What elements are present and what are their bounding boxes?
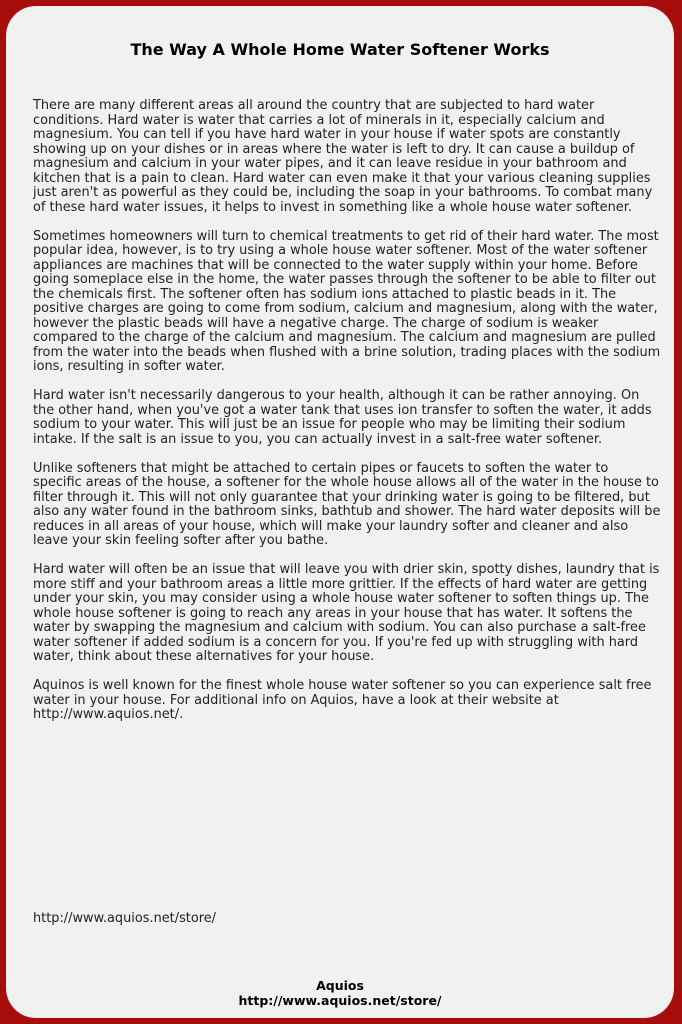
article-body (33, 99, 661, 737)
article-paragraph: Hard water will often be an issue that will leave you with drier skin, spotty dishes, laundry that is more stiff and your bathroom areas a little more grittier. If the effects of hard water are getting under your skin, you may consider using a whole house water softener to soften things up. The whole house softener is going to reach any areas in your house that has water. It softens the water by swapping the magnesium and calcium with sodium. You can also purchase a salt-free water softener if added sodium is a concern for you. If you're fed up with struggling with hard water, think about these alternatives for your house. (33, 562, 660, 664)
article-title: The Way A Whole Home Water Softener Works (130, 40, 550, 59)
article-paragraph: There are many different areas all around the country that are subjected to hard water conditions. Hard water is water that carries a lot of minerals in it, especially calcium and magnesium. You can tell if you have hard water in your house if water spots are constantly showing up on your dishes or in areas where the water is left to dry. It can cause a buildup of magnesium and calcium in your water pipes, and it can leave residue in your bathroom and kitchen that is a pain to clean. Hard water can even make it that your various cleaning supplies just aren't as powerful as they could be, including the soap in your bathrooms. To combat many of these hard water issues, it helps to invest in something like a whole house water softener. (33, 98, 653, 215)
article-paragraph: Aquinos is well known for the finest whole house water softener so you can experience salt free water in your house. For additional info on Aquios, have a look at their website at http://www.aquios.net/. (33, 678, 652, 722)
article-card (6, 6, 674, 1018)
footer (6, 978, 674, 1008)
article-paragraph: Hard water isn't necessarily dangerous to your health, although it can be rather annoying. On the other hand, when you've got a water tank that uses ion transfer to soften the water, it adds sodium to your water. This will just be an issue for people who may be limiting their sodium intake. If the salt is an issue to you, you can actually invest in a salt-free water softener. (33, 388, 652, 447)
footer-url[interactable]: http://www.aquios.net/store/ (238, 993, 442, 1008)
article-paragraph: Sometimes homeowners will turn to chemical treatments to get rid of their hard water. The most popular idea, however, is to try using a whole house water softener. Most of the water softener appliances are machines that will be connected to the water supply within your home. Before going someplace else in the home, the water passes through the softener to be able to filter out the chemicals first. The softener often has sodium ions attached to plastic beads in it. The positive charges are going to come from sodium, calcium and magnesium, along with the water, however the plastic beads will have a negative charge. The charge of sodium is weaker compared to the charge of the calcium and magnesium. The calcium and magnesium are pulled from the water into the beads when flushed with a brine solution, trading places with the sodium ions, resulting in softer water. (33, 228, 661, 374)
article-paragraph: Unlike softeners that might be attached to certain pipes or faucets to soften the water to specific areas of the house, a softener for the whole house allows all of the water in the house to filter through it. This will not only guarantee that your drinking water is going to be filtered, but also any water found in the bathroom sinks, bathtub and shower. The hard water deposits will be reduces in all areas of your house, which will make your laundry softer and cleaner and also leave your skin feeling softer after you bathe. (33, 460, 661, 548)
footer-name: Aquios (316, 978, 364, 993)
store-link[interactable]: http://www.aquios.net/store/ (33, 911, 217, 926)
